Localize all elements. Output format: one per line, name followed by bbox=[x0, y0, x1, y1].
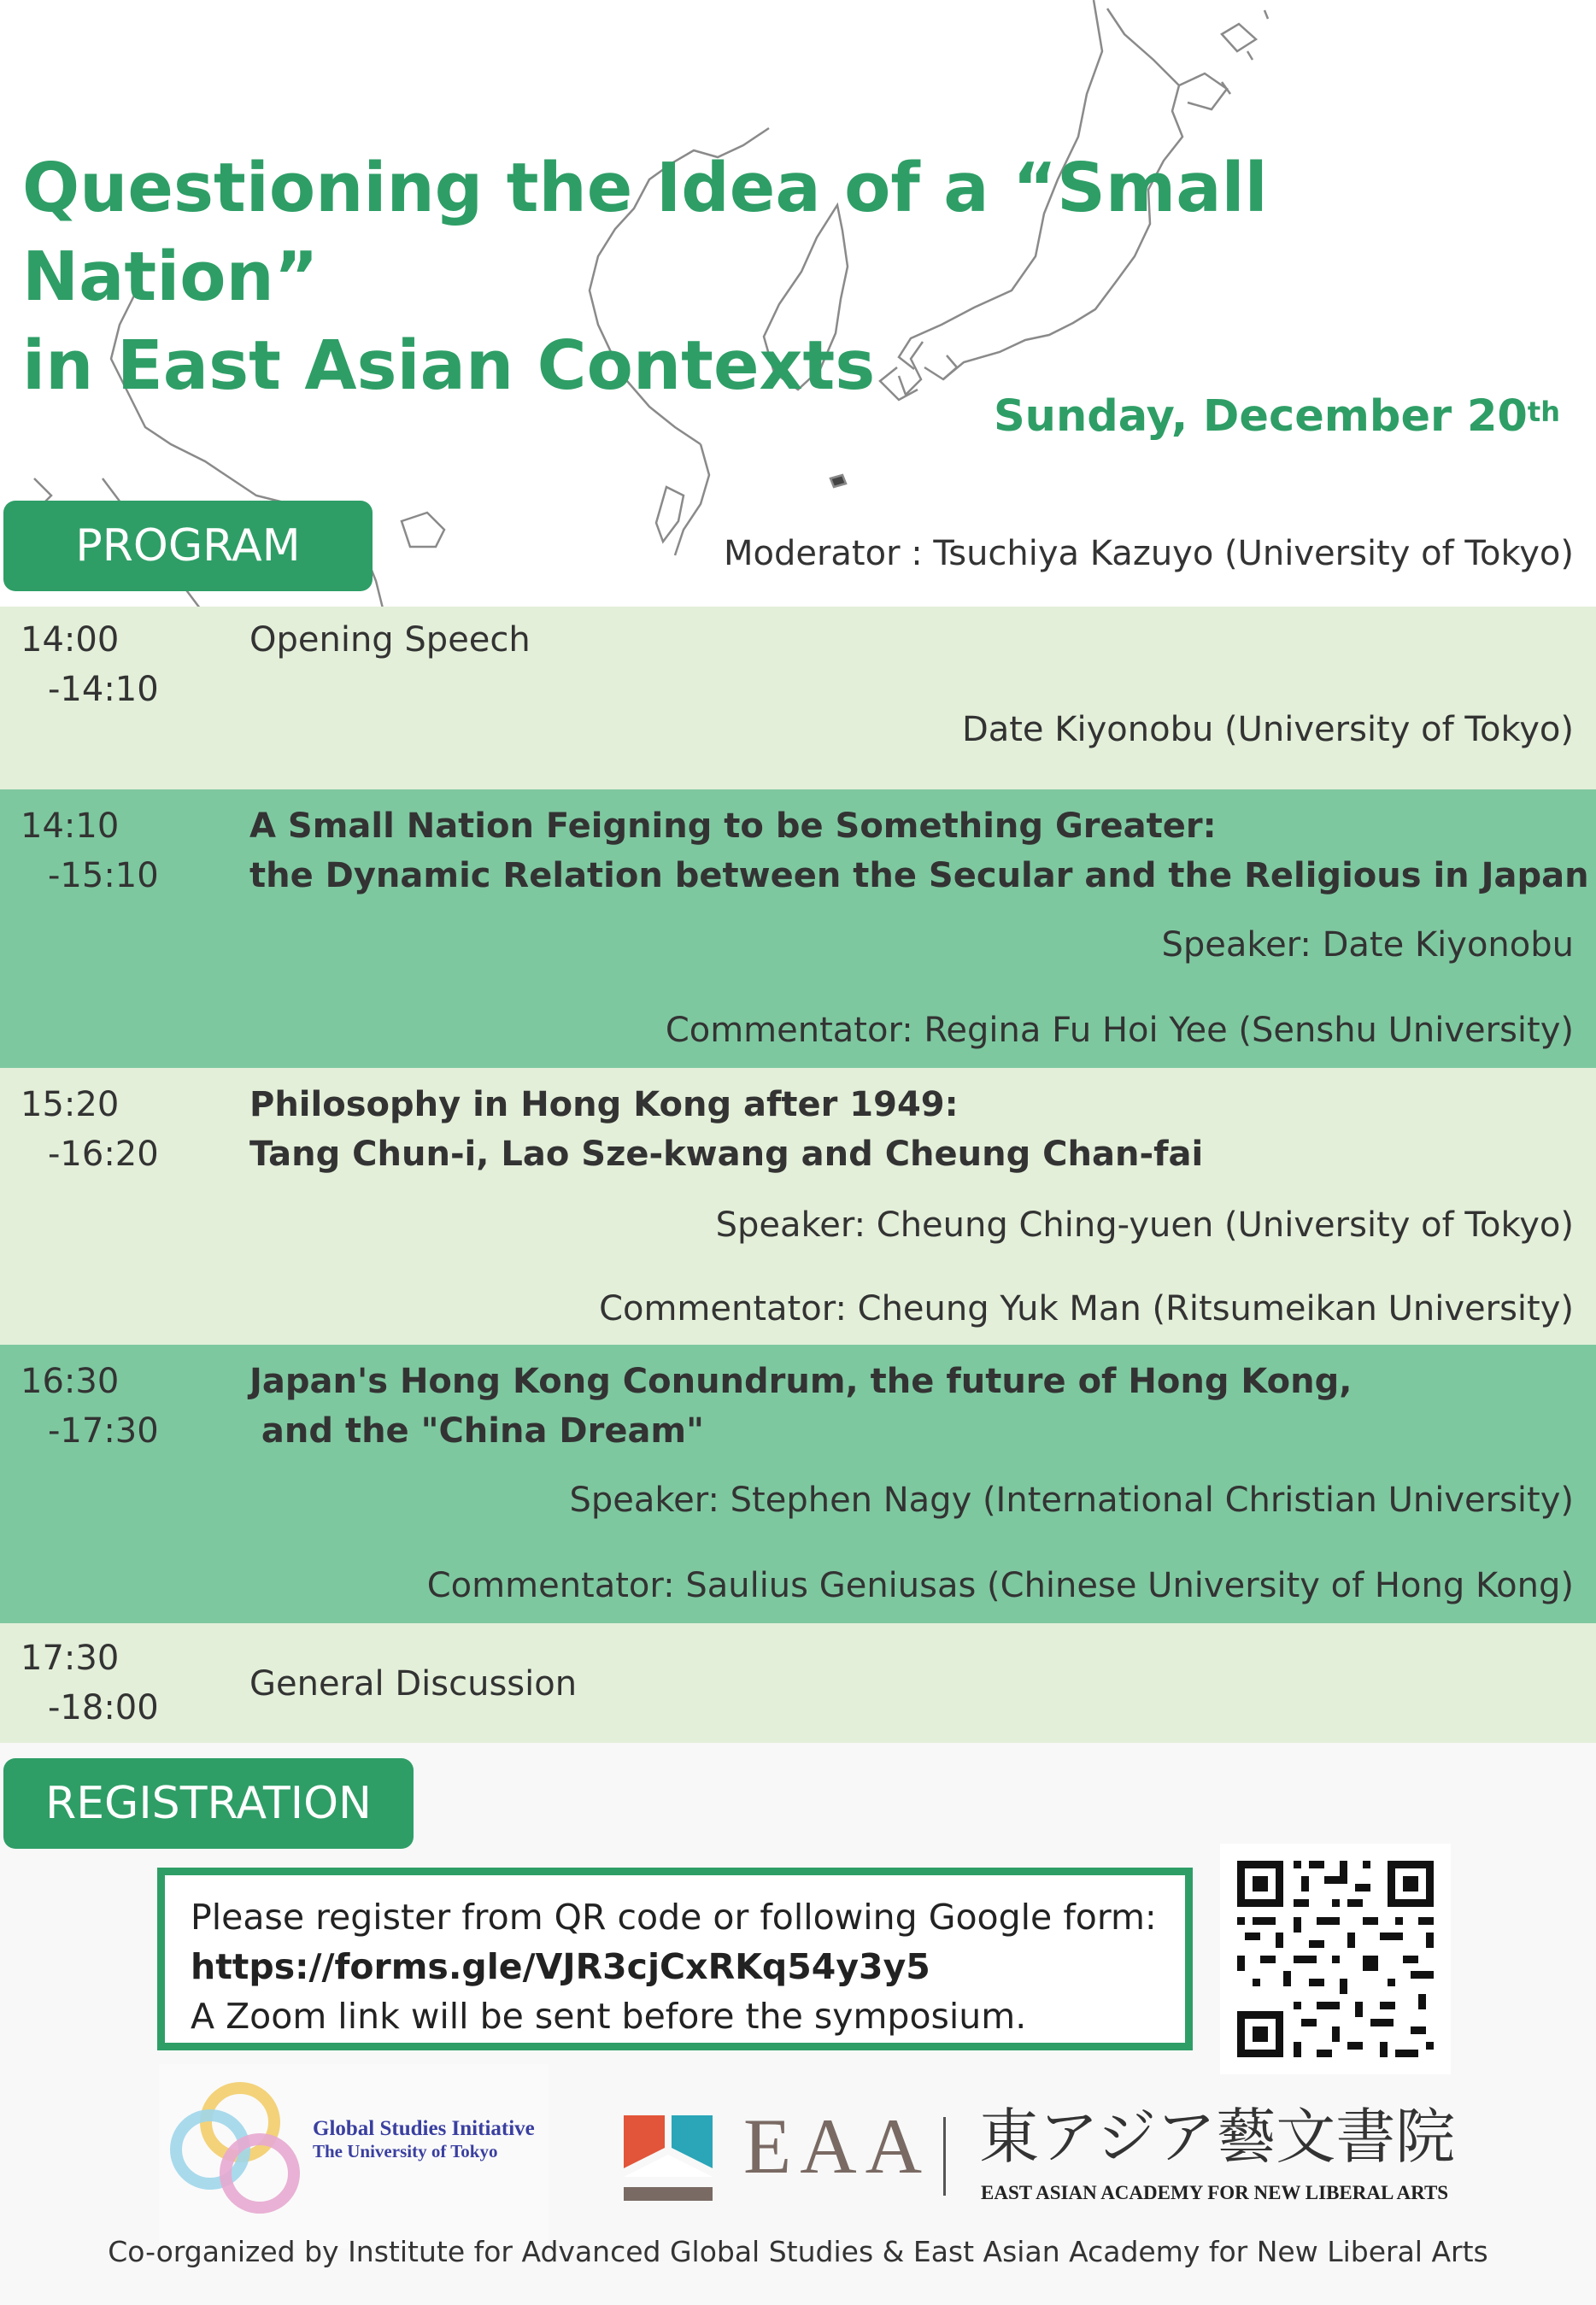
program-tab bbox=[3, 501, 373, 591]
registration-zoom-note: A Zoom link will be sent before the symposium. bbox=[191, 1996, 1027, 2037]
session-title-line: A Small Nation Feigning to be Something Greater: bbox=[249, 806, 1217, 846]
session-commentator: Commentator: Saulius Geniusas (Chinese University of Hong Kong) bbox=[426, 1566, 1574, 1605]
gsi-name: Global Studies Initiative bbox=[313, 2117, 535, 2140]
session-title-line: Philosophy in Hong Kong after 1949: bbox=[249, 1085, 959, 1124]
session-start: 17:30 bbox=[21, 1639, 120, 1678]
registration-tab bbox=[3, 1758, 414, 1849]
session-title bbox=[249, 1357, 1352, 1456]
session-title-line: the Dynamic Relation between the Secular and the Religious in Japan bbox=[249, 856, 1589, 895]
session-speaker: Speaker: Stephen Nagy (International Christian University) bbox=[569, 1481, 1574, 1520]
session-time bbox=[21, 1633, 159, 1733]
session-time bbox=[21, 1080, 159, 1179]
session-end: -15:10 bbox=[48, 856, 159, 895]
eaa-english-name: EAST ASIAN ACADEMY FOR NEW LIBERAL ARTS bbox=[981, 2182, 1449, 2203]
session-commentator: Commentator: Regina Fu Hoi Yee (Senshu University) bbox=[665, 1011, 1574, 1050]
session-row bbox=[0, 607, 1596, 789]
session-row bbox=[0, 789, 1596, 1068]
session-row bbox=[0, 1345, 1596, 1623]
session-row bbox=[0, 1623, 1596, 1743]
session-start: 16:30 bbox=[21, 1362, 120, 1401]
session-title bbox=[249, 1080, 1203, 1179]
session-speaker: Date Kiyonobu (University of Tokyo) bbox=[961, 710, 1574, 749]
session-title-line: Opening Speech bbox=[249, 620, 531, 660]
session-speaker: Speaker: Date Kiyonobu bbox=[1161, 925, 1574, 965]
event-title bbox=[22, 144, 1543, 410]
date-text: Sunday, December 20 bbox=[993, 391, 1528, 442]
session-title bbox=[249, 1659, 577, 1709]
session-commentator: Commentator: Cheung Yuk Man (Ritsumeikan University) bbox=[599, 1289, 1574, 1328]
registration-link[interactable]: https://forms.gle/VJR3cjCxRKq54y3y5 bbox=[191, 1946, 930, 1987]
session-title-line: General Discussion bbox=[249, 1664, 578, 1704]
qr-code-icon[interactable] bbox=[1220, 1844, 1451, 2074]
date-suffix: th bbox=[1527, 396, 1560, 428]
session-end: -17:30 bbox=[48, 1411, 159, 1451]
co-organizer-footer: Co-organized by Institute for Advanced Global Studies & East Asian Academy for New Liberal Arts bbox=[108, 2235, 1488, 2268]
session-title-line: Tang Chun-i, Lao Sze-kwang and Cheung Chan-fai bbox=[249, 1135, 1204, 1174]
session-time bbox=[21, 615, 159, 714]
session-time bbox=[21, 1357, 159, 1456]
registration-instructions: Please register from QR code or following Google form: bbox=[191, 1897, 1157, 1938]
session-speaker: Speaker: Cheung Ching-yuen (University of Tokyo) bbox=[715, 1205, 1574, 1245]
gsi-university: The University of Tokyo bbox=[313, 2141, 498, 2161]
session-title bbox=[249, 615, 531, 665]
title-line-1: Questioning the Idea of a “Small Nation” bbox=[22, 149, 1268, 316]
registration-tab-label: REGISTRATION bbox=[45, 1778, 372, 1829]
session-time bbox=[21, 801, 159, 900]
session-row bbox=[0, 1068, 1596, 1345]
session-start: 14:00 bbox=[21, 620, 120, 660]
session-title-line: and the "China Dream" bbox=[249, 1411, 704, 1451]
session-end: -18:00 bbox=[48, 1688, 159, 1727]
eaa-divider bbox=[943, 2117, 946, 2196]
registration-box bbox=[157, 1868, 1193, 2050]
moderator-line: Moderator : Tsuchiya Kazuyo (University of Tokyo) bbox=[723, 534, 1574, 573]
title-line-2: in East Asian Contexts bbox=[22, 326, 876, 405]
program-tab-label: PROGRAM bbox=[75, 520, 301, 572]
session-end: -16:20 bbox=[48, 1135, 159, 1174]
session-title bbox=[249, 801, 1589, 900]
event-date bbox=[994, 386, 1560, 448]
eaa-wordmark: EAA bbox=[743, 2103, 931, 2190]
eaa-japanese-name: 東アジア藝文書院 bbox=[979, 2102, 1456, 2172]
session-title-line: Japan's Hong Kong Conundrum, the future of Hong Kong, bbox=[249, 1362, 1352, 1401]
session-end: -14:10 bbox=[48, 670, 159, 709]
eaa-emblem-icon bbox=[624, 2115, 713, 2201]
session-start: 14:10 bbox=[21, 806, 120, 846]
gsi-rings-icon bbox=[159, 2071, 313, 2233]
session-start: 15:20 bbox=[21, 1085, 120, 1124]
